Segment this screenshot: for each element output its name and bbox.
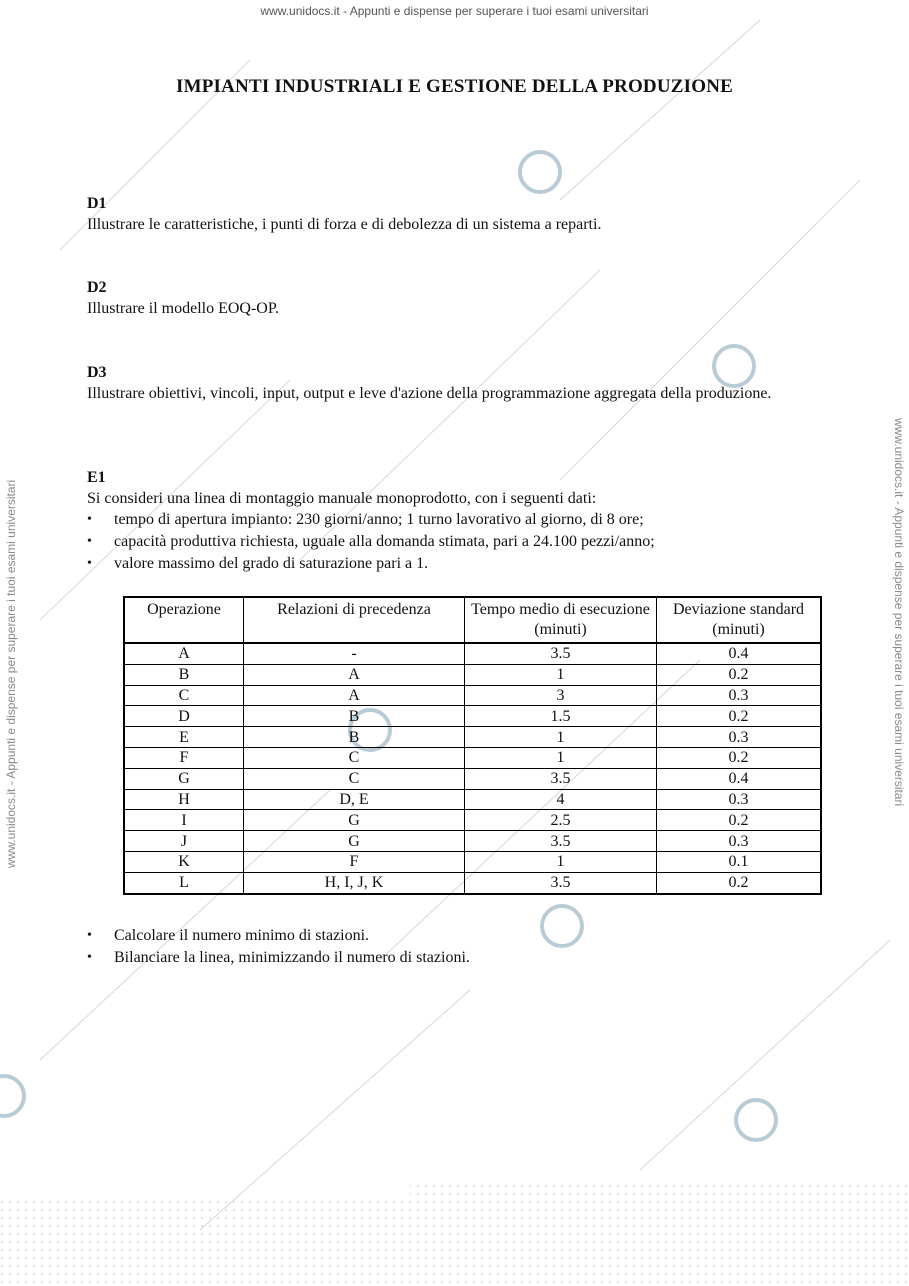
exercise-e1 (87, 467, 823, 575)
table-cell: D, E (244, 789, 465, 810)
table-row (124, 768, 821, 789)
list-item: • valore massimo del grado di saturazione pari a 1. (87, 553, 823, 575)
exercise-e1-heading: E1 (87, 469, 106, 486)
table-cell: C (124, 685, 244, 706)
table-cell: 0.2 (657, 706, 822, 727)
list-item: • tempo di apertura impianto: 230 giorni/anno; 1 turno lavorativo al giorno, di 8 ore; (87, 509, 823, 531)
table-cell: G (244, 810, 465, 831)
table-cell: 1 (465, 747, 657, 768)
question-d2 (87, 277, 823, 319)
table-cell: 1 (465, 727, 657, 748)
question-d3-heading: D3 (87, 364, 107, 381)
table-row (124, 831, 821, 852)
question-d3-text: Illustrare obiettivi, vincoli, input, output e leve d'azione della programmazione aggregata della produzione. (87, 385, 772, 402)
table-cell: K (124, 851, 244, 872)
question-d1 (87, 193, 823, 235)
table-cell: 0.1 (657, 851, 822, 872)
question-d2-heading: D2 (87, 279, 107, 296)
document-title: IMPIANTI INDUSTRIALI E GESTIONE DELLA PRODUZIONE (175, 76, 734, 97)
list-item: • Calcolare il numero minimo di stazioni. (87, 925, 470, 947)
list-item: • capacità produttiva richiesta, uguale alla domanda stimata, pari a 24.100 pezzi/anno; (87, 531, 823, 553)
table-cell: D (124, 706, 244, 727)
question-d1-heading: D1 (87, 195, 107, 212)
table-cell: 1.5 (465, 706, 657, 727)
table-cell: - (244, 643, 465, 664)
table-cell: B (124, 664, 244, 685)
table-row (124, 872, 821, 893)
table-cell: F (244, 851, 465, 872)
table-cell: 0.2 (657, 747, 822, 768)
table-cell: 4 (465, 789, 657, 810)
table-row (124, 747, 821, 768)
column-header-deviazione: Deviazione standard (minuti) (657, 597, 822, 643)
table-row (124, 685, 821, 706)
column-header-precedenza: Relazioni di precedenza (244, 597, 465, 643)
question-d3 (87, 362, 823, 404)
table-cell: 0.4 (657, 768, 822, 789)
table-cell: 3.5 (465, 768, 657, 789)
table-cell: 0.2 (657, 810, 822, 831)
table-row (124, 851, 821, 872)
watermark-right: www.unidocs.it - Appunti e dispense per superare i tuoi esami universitari (892, 418, 906, 807)
table-cell: I (124, 810, 244, 831)
table-cell: 3.5 (465, 831, 657, 852)
table-cell: 1 (465, 851, 657, 872)
watermark-top: www.unidocs.it - Appunti e dispense per superare i tuoi esami universitari (260, 4, 649, 18)
table-row (124, 789, 821, 810)
table-cell: 0.2 (657, 664, 822, 685)
table-row (124, 706, 821, 727)
list-item: • Bilanciare la linea, minimizzando il numero di stazioni. (87, 947, 470, 969)
table-cell: 1 (465, 664, 657, 685)
table-row (124, 643, 821, 664)
operations-table (123, 596, 822, 895)
task-list (87, 925, 470, 969)
question-d1-text: Illustrare le caratteristiche, i punti di forza e di debolezza di un sistema a reparti. (87, 216, 602, 233)
table-cell: 0.2 (657, 872, 822, 893)
table-cell: 0.3 (657, 831, 822, 852)
table-row (124, 727, 821, 748)
table-cell: G (244, 831, 465, 852)
table-cell: 0.3 (657, 727, 822, 748)
table-cell: E (124, 727, 244, 748)
table-cell: H, I, J, K (244, 872, 465, 893)
table-cell: A (244, 664, 465, 685)
table-cell: A (244, 685, 465, 706)
question-d2-text: Illustrare il modello EOQ-OP. (87, 300, 279, 317)
table-cell: G (124, 768, 244, 789)
column-header-tempo: Tempo medio di esecuzione (minuti) (465, 597, 657, 643)
table-cell: C (244, 768, 465, 789)
table-row (124, 810, 821, 831)
table-cell: J (124, 831, 244, 852)
exercise-e1-intro: Si consideri una linea di montaggio manuale monoprodotto, con i seguenti dati: (87, 490, 597, 507)
watermark-left: www.unidocs.it - Appunti e dispense per superare i tuoi esami universitari (4, 479, 18, 868)
table-cell: 3.5 (465, 872, 657, 893)
column-header-operazione: Operazione (124, 597, 244, 643)
table-cell: 0.4 (657, 643, 822, 664)
table-cell: 3 (465, 685, 657, 706)
table-row (124, 664, 821, 685)
table-cell: 0.3 (657, 685, 822, 706)
table-cell: 0.3 (657, 789, 822, 810)
table-cell: H (124, 789, 244, 810)
table-cell: C (244, 747, 465, 768)
exercise-e1-tasks (87, 925, 470, 969)
table-cell: B (244, 727, 465, 748)
table-cell: 2.5 (465, 810, 657, 831)
table-cell: L (124, 872, 244, 893)
table-cell: F (124, 747, 244, 768)
table-cell: A (124, 643, 244, 664)
exercise-e1-data-list (87, 509, 823, 575)
table-cell: B (244, 706, 465, 727)
table-header-row (124, 597, 821, 643)
table-cell: 3.5 (465, 643, 657, 664)
